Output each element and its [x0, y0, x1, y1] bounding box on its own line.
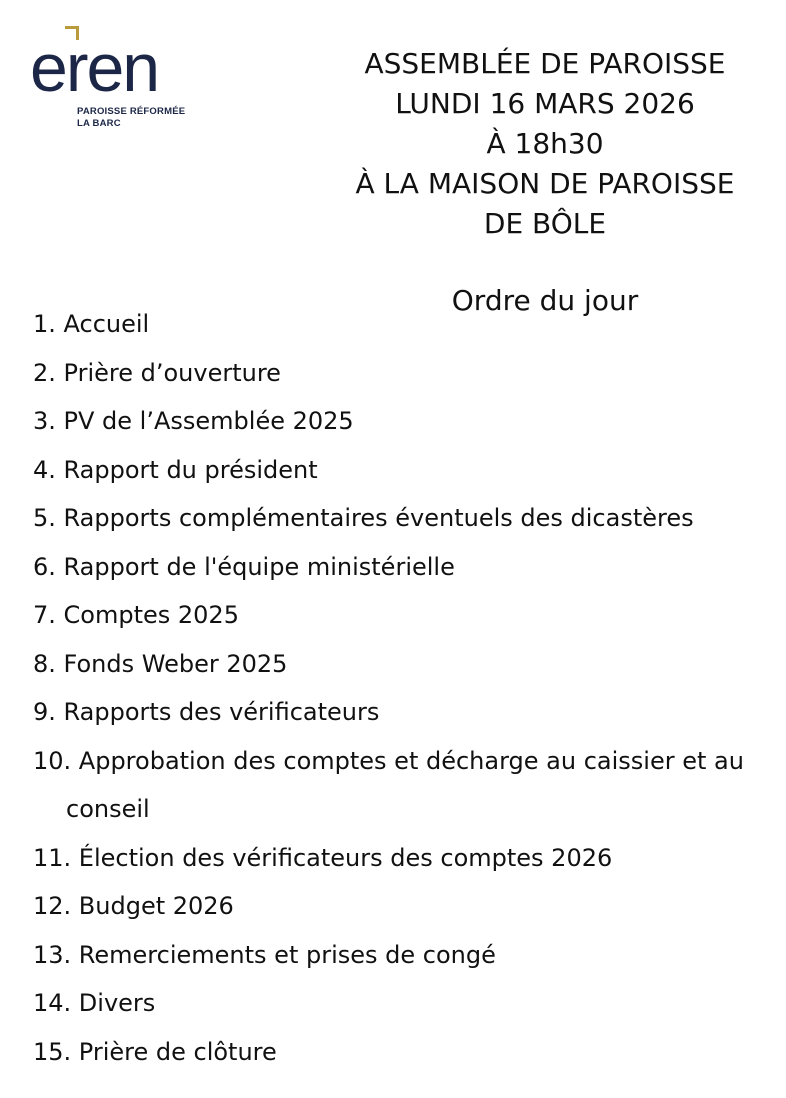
- agenda-item: 5. Rapports complémentaires éventuels des dicastères: [33, 504, 694, 532]
- header-line-time: À 18h30: [486, 127, 604, 160]
- header-line-location: DE BÔLE: [483, 207, 607, 240]
- agenda-item: 8. Fonds Weber 2025: [33, 649, 288, 678]
- eren-logo: [30, 26, 210, 136]
- header-line-date: LUNDI 16 MARS 2026: [395, 87, 695, 120]
- agenda-item: 6. Rapport de l'équipe ministérielle: [33, 552, 455, 581]
- agenda-item: 4. Rapport du président: [33, 455, 318, 484]
- agenda-item: 2. Prière d’ouverture: [33, 358, 281, 387]
- logo-subtitle-line-2: LA BARC: [77, 118, 121, 129]
- agenda-item: 10. Approbation des comptes et décharge au caissier et au conseil: [33, 746, 744, 823]
- agenda-item: 7. Comptes 2025: [33, 601, 239, 629]
- logo-subtitle: [77, 106, 185, 130]
- header-line-title: ASSEMBLÉE DE PAROISSE: [364, 47, 726, 80]
- agenda-item: 9. Rapports des vérificateurs: [33, 698, 380, 726]
- agenda-title: Ordre du jour: [451, 284, 639, 317]
- agenda-item: 11. Élection des vérificateurs des comptes 2026: [33, 843, 613, 872]
- agenda-item: 15. Prière de clôture: [33, 1037, 277, 1066]
- agenda-item: 13. Remerciements et prises de congé: [33, 940, 496, 969]
- agenda-item: 3. PV de l’Assemblée 2025: [33, 407, 354, 435]
- agenda-item: 1. Accueil: [33, 310, 150, 338]
- agenda-item: 12. Budget 2026: [33, 892, 234, 920]
- meeting-header: [330, 44, 760, 244]
- agenda-item: 14. Divers: [33, 989, 156, 1017]
- logo-subtitle-line-1: PAROISSE RÉFORMÉE: [77, 106, 186, 117]
- agenda-list: [33, 300, 773, 1076]
- logo-wordmark: eren: [30, 30, 159, 106]
- header-line-venue: À LA MAISON DE PAROISSE: [355, 167, 735, 200]
